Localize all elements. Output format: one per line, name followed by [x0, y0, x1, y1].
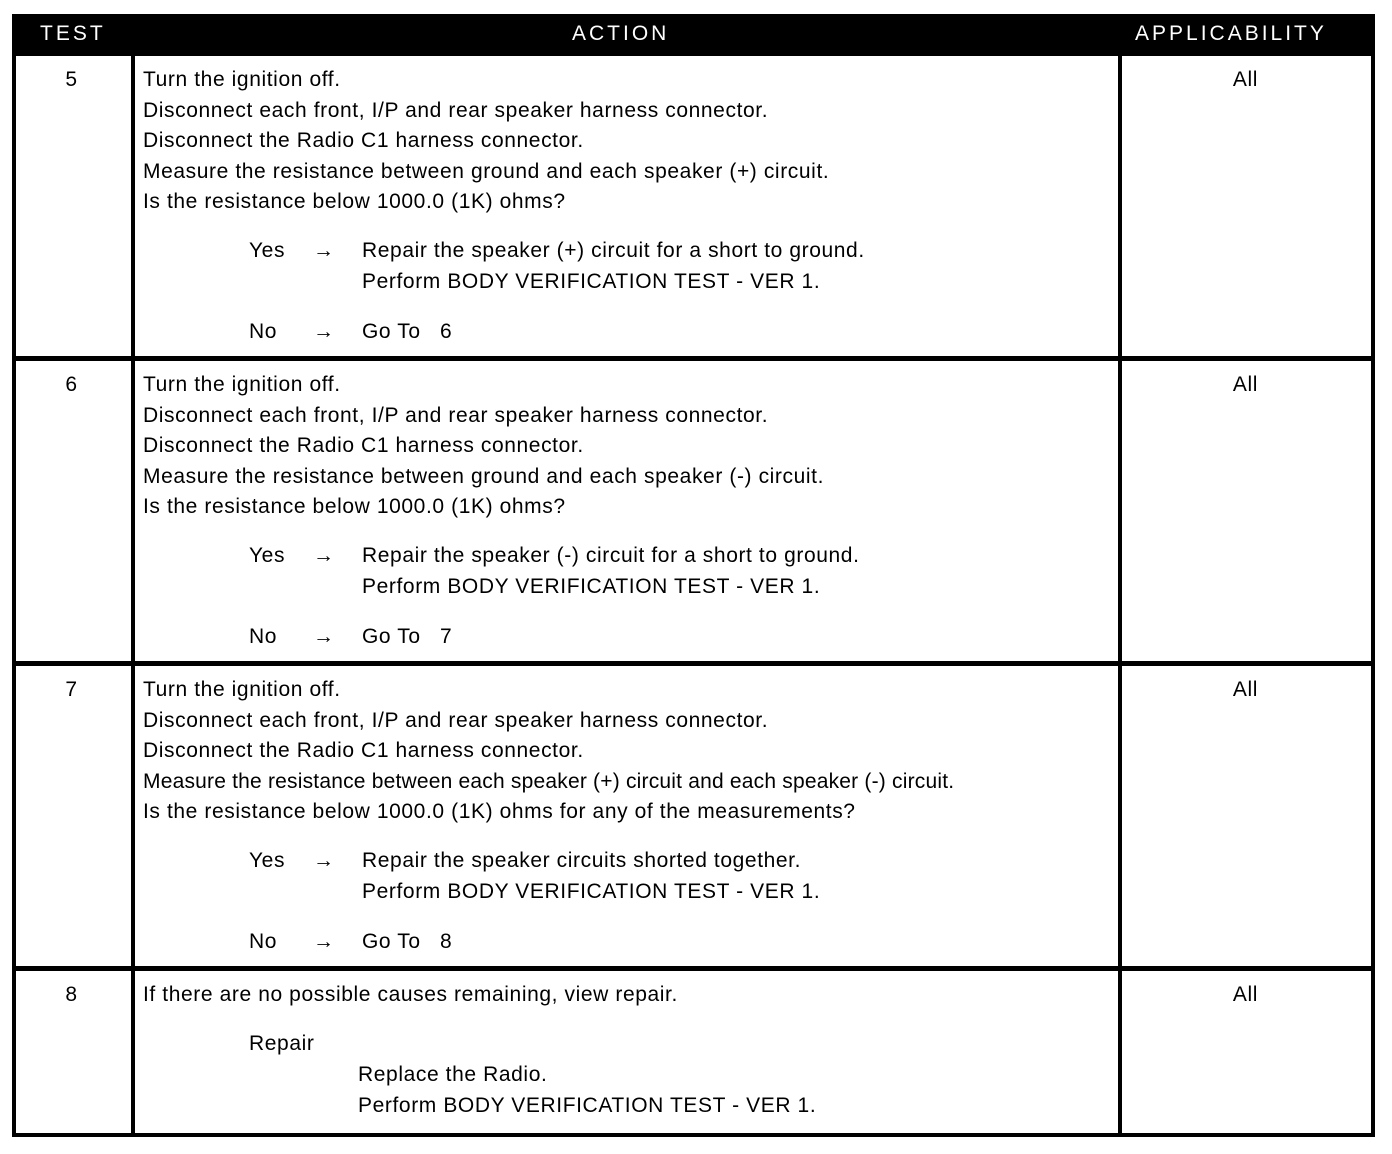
arrow-icon: →: [313, 930, 335, 953]
diagnostic-test-table: [12, 14, 1375, 1137]
action-line: Is the resistance below 1000.0 (1K) ohms?: [143, 495, 566, 518]
action-line: Is the resistance below 1000.0 (1K) ohms?: [143, 190, 566, 213]
yes-line: Repair the speaker (-) circuit for a short to ground.: [362, 544, 860, 567]
test-number: 5: [65, 68, 78, 91]
yes-line: Perform BODY VERIFICATION TEST - VER 1.: [362, 879, 821, 903]
test-number: 8: [65, 983, 78, 1006]
no-label: No: [249, 625, 278, 648]
arrow-icon: →: [313, 849, 335, 872]
action-line: Measure the resistance between ground and each speaker (+) circuit.: [143, 159, 830, 183]
header-test: TEST: [40, 22, 106, 45]
test-cell: [16, 56, 131, 356]
action-line: Measure the resistance between ground and each speaker (-) circuit.: [143, 464, 825, 488]
action-line: Is the resistance below 1000.0 (1K) ohms for any of the measurements?: [143, 800, 856, 823]
applicability-value: All: [1232, 983, 1259, 1006]
test-cell: [16, 666, 131, 966]
applicability-cell: [1122, 666, 1371, 966]
action-cell: [135, 971, 1118, 1133]
yes-result: [362, 541, 860, 602]
header-action: ACTION: [572, 22, 670, 45]
action-line: Turn the ignition off.: [143, 68, 341, 91]
applicability-value: All: [1232, 678, 1259, 701]
yes-line: Perform BODY VERIFICATION TEST - VER 1.: [362, 574, 821, 598]
arrow-icon: →: [313, 239, 335, 262]
yes-line: Repair the speaker circuits shorted together.: [362, 849, 802, 872]
table-header: [12, 14, 1375, 54]
action-line: Disconnect the Radio C1 harness connector.: [143, 434, 584, 457]
applicability-cell: [1122, 971, 1371, 1133]
applicability-cell: [1122, 56, 1371, 356]
applicability-cell: [1122, 361, 1371, 661]
yes-label: Yes: [249, 544, 286, 567]
action-line: Turn the ignition off.: [143, 373, 341, 396]
yes-result: [362, 846, 820, 907]
action-line: Disconnect each front, I/P and rear speaker harness connector.: [143, 403, 769, 427]
test-cell: [16, 971, 131, 1133]
repair-line: Perform BODY VERIFICATION TEST - VER 1.: [358, 1093, 817, 1117]
yes-line: Perform BODY VERIFICATION TEST - VER 1.: [362, 269, 821, 293]
repair-label: Repair: [249, 1032, 315, 1055]
header-applicability: APPLICABILITY: [1135, 22, 1327, 45]
action-steps: [143, 65, 829, 218]
test-number: 7: [65, 678, 78, 701]
test-number: 6: [65, 373, 78, 396]
action-steps: [143, 980, 678, 1011]
action-line: Turn the ignition off.: [143, 678, 341, 701]
arrow-icon: →: [313, 320, 335, 343]
yes-label: Yes: [249, 849, 286, 872]
yes-line: Repair the speaker (+) circuit for a short to ground.: [362, 239, 865, 262]
no-label: No: [249, 320, 278, 343]
action-steps: [143, 675, 954, 828]
yes-label: Yes: [249, 239, 286, 262]
action-line: Measure the resistance between each speaker (+) circuit and each speaker (-) circuit.: [143, 769, 955, 793]
repair-steps: [358, 1060, 816, 1121]
action-cell: [135, 666, 1118, 966]
yes-result: [362, 236, 865, 297]
action-line: Disconnect each front, I/P and rear speaker harness connector.: [143, 98, 769, 122]
arrow-icon: →: [313, 544, 335, 567]
action-steps: [143, 370, 824, 523]
applicability-value: All: [1232, 373, 1259, 396]
no-label: No: [249, 930, 278, 953]
action-line: Disconnect the Radio C1 harness connector.: [143, 739, 584, 762]
action-line: If there are no possible causes remaining, view repair.: [143, 983, 678, 1006]
applicability-value: All: [1232, 68, 1259, 91]
action-cell: [135, 56, 1118, 356]
action-cell: [135, 361, 1118, 661]
no-result: Go To 7: [362, 625, 453, 648]
repair-line: Replace the Radio.: [358, 1063, 548, 1086]
arrow-icon: →: [313, 625, 335, 648]
no-result: Go To 8: [362, 930, 453, 953]
test-cell: [16, 361, 131, 661]
action-line: Disconnect each front, I/P and rear speaker harness connector.: [143, 708, 769, 732]
action-line: Disconnect the Radio C1 harness connector.: [143, 129, 584, 152]
no-result: Go To 6: [362, 320, 453, 343]
